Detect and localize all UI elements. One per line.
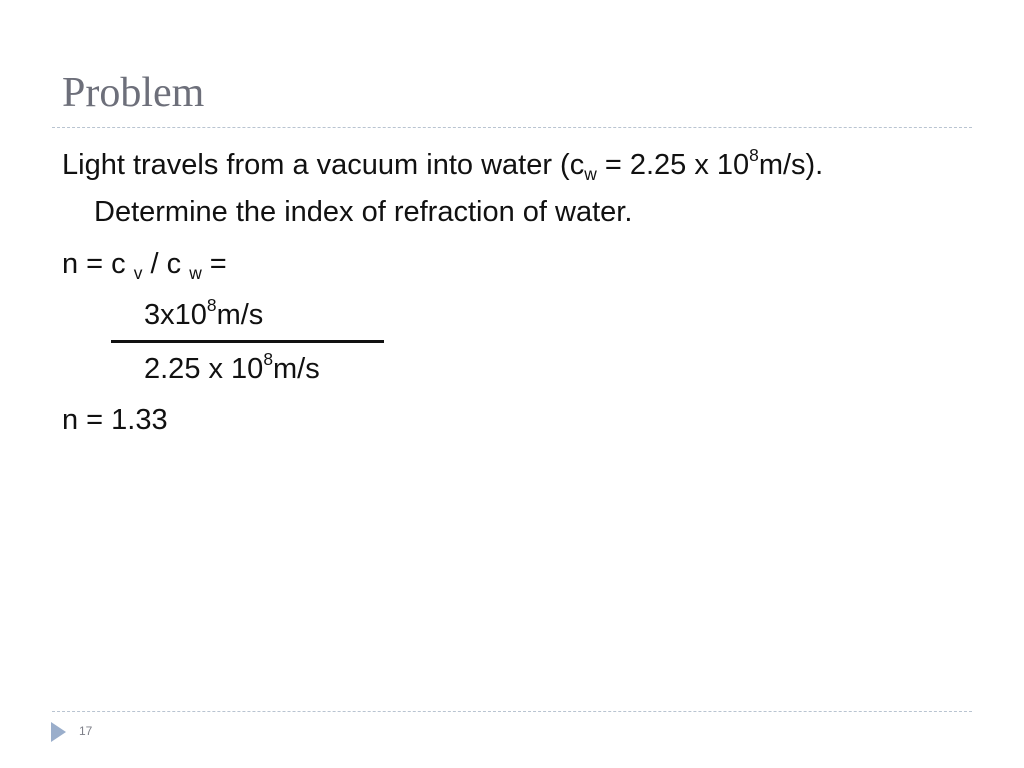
slide-title: Problem (62, 70, 205, 116)
problem-line-2: Determine the index of refraction of water. (94, 196, 633, 228)
title-divider (52, 127, 972, 128)
equation-equals: = (201, 248, 227, 280)
subscript-w: w (189, 263, 202, 284)
footer-divider (52, 711, 972, 712)
fraction-bar (111, 340, 384, 343)
problem-line-1 (62, 144, 824, 185)
numerator-base: 3x10 (144, 299, 207, 331)
fraction-denominator (144, 348, 320, 385)
problem-text-start: Light travels from a vacuum into water (c (62, 149, 585, 181)
numerator-unit: m/s (216, 299, 264, 331)
result-line: n = 1.33 (62, 404, 168, 436)
problem-text-mid: = 2.25 x 10 (596, 149, 750, 181)
denominator-exponent: 8 (263, 348, 273, 369)
equation-n: n = c (62, 248, 134, 280)
equation-line (62, 248, 227, 284)
page-number: 17 (79, 724, 93, 738)
subscript-v: v (133, 263, 143, 284)
problem-text-end: m/s). (758, 149, 824, 181)
exponent: 8 (749, 144, 759, 165)
denominator-base: 2.25 x 10 (144, 353, 264, 385)
fraction-numerator (144, 294, 264, 331)
triangle-right-icon (51, 722, 66, 742)
subscript-w: w (584, 164, 597, 185)
equation-slash: / c (142, 248, 190, 280)
numerator-exponent: 8 (206, 294, 217, 315)
denominator-unit: m/s (273, 353, 320, 385)
